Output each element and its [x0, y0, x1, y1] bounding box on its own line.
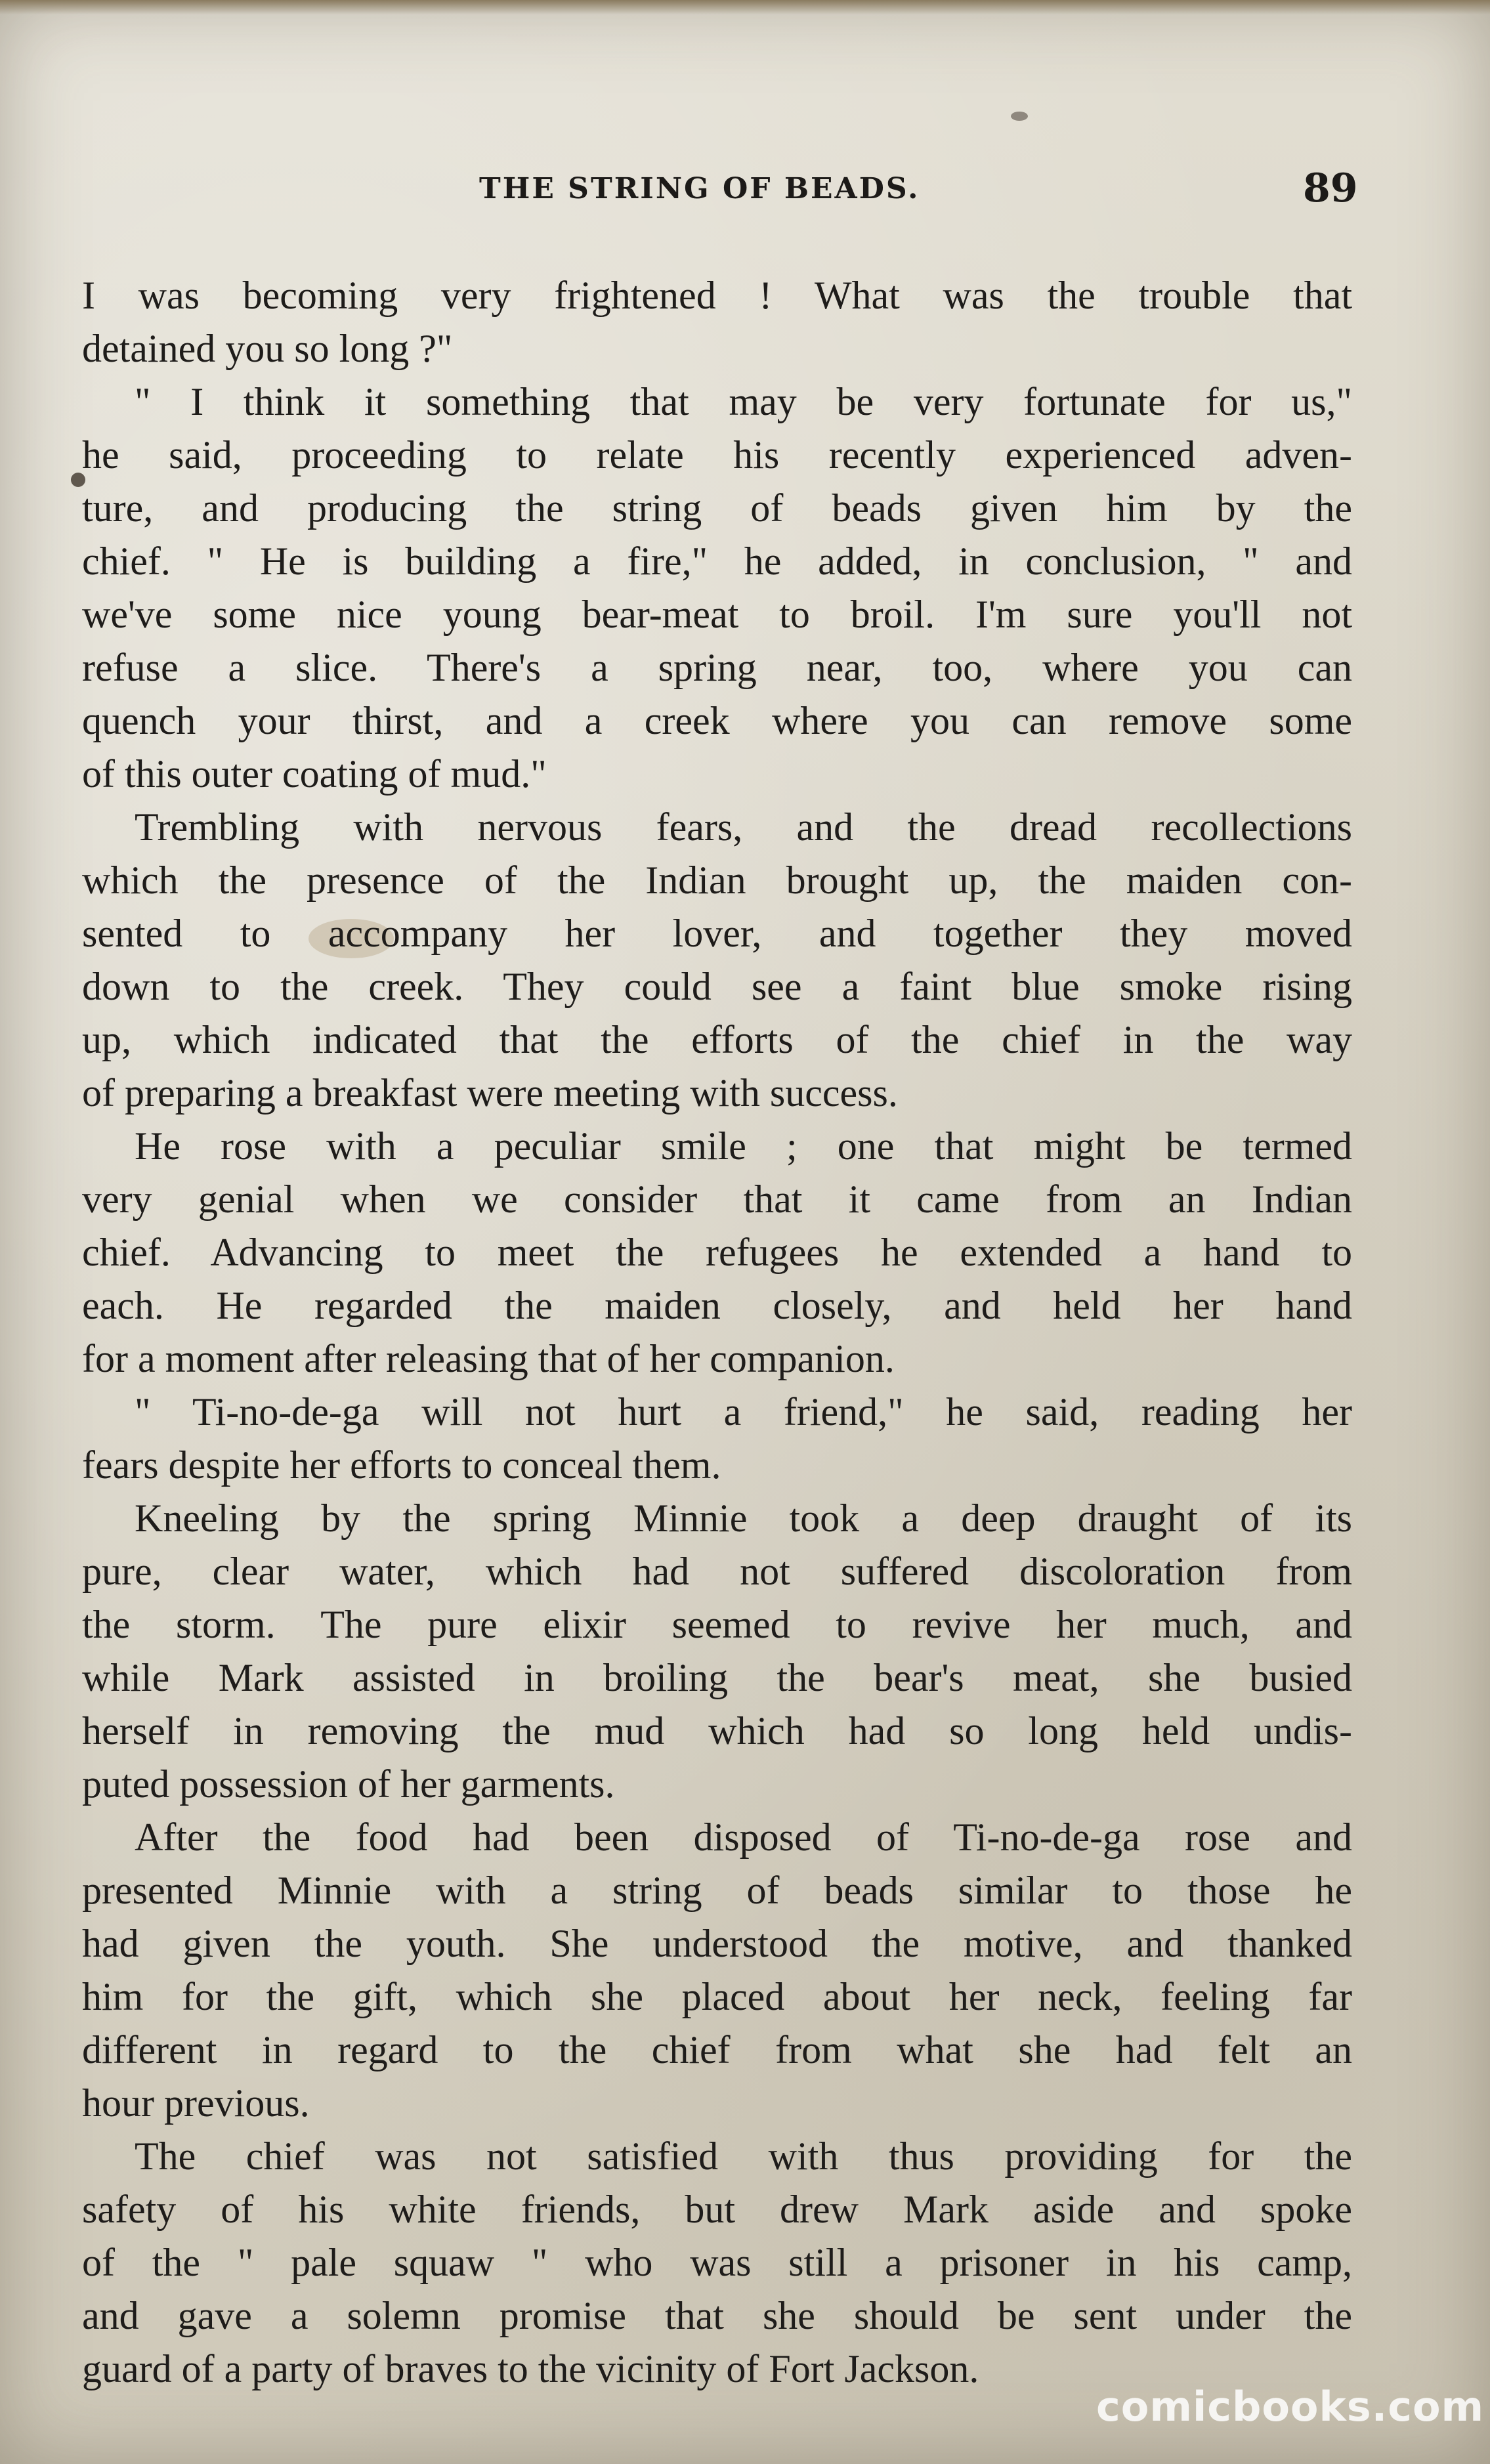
text-line: and gave a solemn promise that she should be sent under the: [82, 2294, 1352, 2337]
text-line: each. He regarded the maiden closely, and held her hand: [82, 1284, 1352, 1327]
running-title: THE STRING OF BEADS.: [479, 172, 920, 205]
text-line: After the food had been disposed of Ti-no-de-ga rose and: [135, 1816, 1352, 1859]
text-line: up, which indicated that the efforts of the chief in the way: [82, 1018, 1352, 1061]
text-line: for a moment after releasing that of her companion.: [82, 1337, 895, 1380]
text-line: of the " pale squaw " who was still a prisoner in his camp,: [82, 2241, 1352, 2284]
text-line: of this outer coating of mud.": [82, 752, 547, 796]
body-text: [82, 269, 1352, 2396]
text-line: we've some nice young bear-meat to broil. I'm sure you'll not: [82, 593, 1352, 636]
text-line: he said, proceeding to relate his recently experienced adven-: [82, 433, 1352, 477]
text-line: The chief was not satisfied with thus providing for the: [135, 2135, 1352, 2178]
text-line: pure, clear water, which had not suffered discoloration from: [82, 1550, 1352, 1593]
text-line: Kneeling by the spring Minnie took a deep draught of its: [135, 1497, 1352, 1540]
text-line: Trembling with nervous fears, and the dread recollections: [135, 805, 1352, 849]
text-line: the storm. The pure elixir seemed to revive her much, and: [82, 1603, 1352, 1646]
text-line: " Ti-no-de-ga will not hurt a friend," he said, reading her: [135, 1390, 1352, 1434]
text-line: which the presence of the Indian brought up, the maiden con-: [82, 859, 1352, 902]
page-number: 89: [1303, 165, 1358, 211]
text-line: ture, and producing the string of beads given him by the: [82, 486, 1352, 530]
text-line: herself in removing the mud which had so long held undis-: [82, 1709, 1352, 1752]
text-line: detained you so long ?": [82, 327, 453, 370]
text-line: different in regard to the chief from what she had felt an: [82, 2028, 1352, 2071]
text-line: had given the youth. She understood the motive, and thanked: [82, 1922, 1352, 1965]
text-line: him for the gift, which she placed about her neck, feeling far: [82, 1975, 1352, 2018]
watermark: comicbooks.com: [1096, 2383, 1485, 2431]
text-line: chief. Advancing to meet the refugees he extended a hand to: [82, 1231, 1352, 1274]
text-line: I was becoming very frightened ! What was the trouble that: [82, 274, 1352, 317]
text-line: sented to accompany her lover, and together they moved: [82, 912, 1352, 955]
text-line: chief. " He is building a fire," he added, in conclusion, " and: [82, 540, 1352, 583]
text-line: presented Minnie with a string of beads similar to those he: [82, 1869, 1352, 1912]
text-line: while Mark assisted in broiling the bear's meat, she busied: [82, 1656, 1352, 1699]
page-stain: [1011, 112, 1028, 121]
text-line: puted possession of her garments.: [82, 1762, 615, 1806]
text-line: " I think it something that may be very fortunate for us,": [135, 380, 1352, 423]
text-line: hour previous.: [82, 2081, 310, 2125]
text-line: guard of a party of braves to the vicinity of Fort Jackson.: [82, 2347, 979, 2390]
text-line: He rose with a peculiar smile ; one that might be termed: [135, 1124, 1352, 1168]
text-line: very genial when we consider that it came from an Indian: [82, 1178, 1352, 1221]
text-line: refuse a slice. There's a spring near, too, where you can: [82, 646, 1352, 689]
page-top-edge: [0, 0, 1490, 14]
text-line: fears despite her efforts to conceal them.: [82, 1443, 721, 1487]
text-line: safety of his white friends, but drew Mark aside and spoke: [82, 2188, 1352, 2231]
text-line: of preparing a breakfast were meeting with success.: [82, 1071, 898, 1115]
page-header: [0, 165, 1490, 222]
text-line: quench your thirst, and a creek where you can remove some: [82, 699, 1352, 742]
text-line: down to the creek. They could see a faint blue smoke rising: [82, 965, 1352, 1008]
